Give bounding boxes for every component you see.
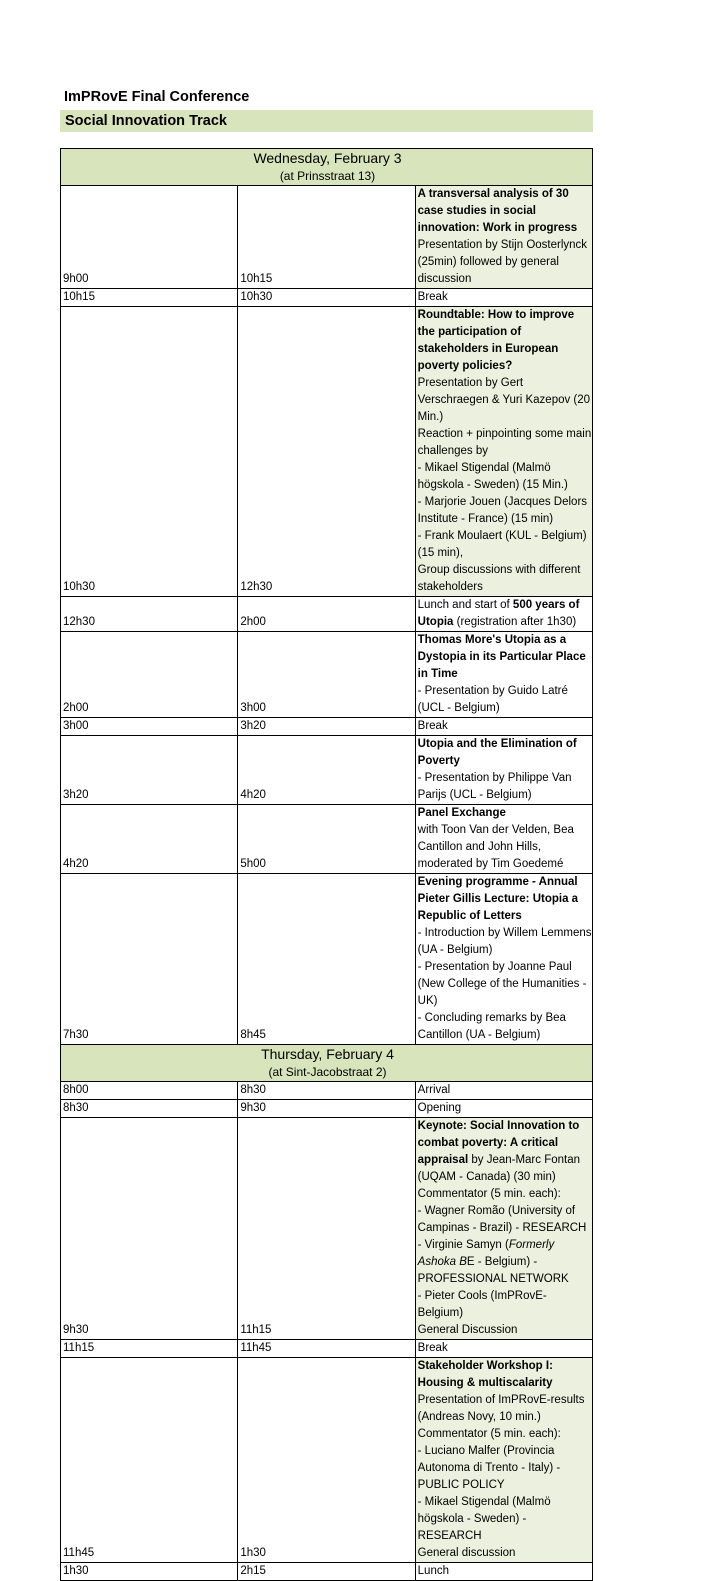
session-line xyxy=(418,1118,592,1186)
session-line xyxy=(418,1186,592,1203)
session-text: Commentator (5 min. each): xyxy=(417,1428,561,1440)
session-end-time: 10h30 xyxy=(238,289,415,307)
session-line xyxy=(418,1288,592,1322)
session-start-time: 7h30 xyxy=(61,874,238,1045)
session-line xyxy=(418,1340,592,1357)
session-text: Evening programme - Annual Pieter Gillis Lecture: Utopia a Republic of Letters xyxy=(417,876,579,922)
session-row xyxy=(61,1082,593,1100)
session-start-time: 11h15 xyxy=(61,1340,238,1358)
session-row xyxy=(61,1118,593,1340)
session-text: by Jean-Marc Fontan (UQAM - Canada) (30 min) xyxy=(417,1154,581,1183)
session-row xyxy=(61,632,593,718)
session-description xyxy=(415,307,592,597)
session-start-time: 3h00 xyxy=(61,718,238,736)
session-description xyxy=(415,632,592,718)
session-text: - Mikael Stigendal (Malmö högskola - Sweden) (15 Min.) xyxy=(417,462,568,491)
session-text: Break xyxy=(417,291,448,303)
session-description xyxy=(415,1340,592,1358)
track-title: Social Innovation Track xyxy=(60,110,593,132)
day-header-cell xyxy=(61,149,593,186)
session-line xyxy=(418,1010,592,1044)
session-text: - Luciano Malfer (Provincia Autonoma di Trento - Italy) - PUBLIC POLICY xyxy=(417,1445,561,1491)
session-end-time: 8h30 xyxy=(238,1082,415,1100)
session-line xyxy=(418,770,592,804)
session-start-time: 4h20 xyxy=(61,805,238,874)
session-text: General Discussion xyxy=(417,1324,518,1336)
session-text: Utopia and the Elimination of Poverty xyxy=(417,738,577,767)
session-row xyxy=(61,1358,593,1563)
session-end-time: 5h00 xyxy=(238,805,415,874)
session-line xyxy=(418,1203,592,1237)
session-line xyxy=(418,494,592,528)
session-description xyxy=(415,186,592,289)
session-description xyxy=(415,1563,592,1581)
session-row xyxy=(61,289,593,307)
session-row xyxy=(61,1100,593,1118)
session-row xyxy=(61,307,593,597)
session-start-time: 8h00 xyxy=(61,1082,238,1100)
session-text: 500 years of Utopia xyxy=(417,599,580,628)
session-description xyxy=(415,874,592,1045)
session-line xyxy=(418,959,592,1010)
session-end-time: 4h20 xyxy=(238,736,415,805)
session-text: - Concluding remarks by Bea Cantillon (UA - Belgium) xyxy=(417,1012,566,1041)
session-text: Group discussions with different stakeholders xyxy=(417,564,581,593)
session-description xyxy=(415,1358,592,1563)
session-text: A transversal analysis of 30 case studies in social innovation: Work in progress xyxy=(417,188,578,234)
session-row xyxy=(61,874,593,1045)
session-line xyxy=(418,426,592,460)
session-line xyxy=(418,736,592,770)
session-text: Panel Exchange xyxy=(417,807,506,819)
session-start-time: 8h30 xyxy=(61,1100,238,1118)
session-start-time: 3h20 xyxy=(61,736,238,805)
session-description xyxy=(415,1100,592,1118)
session-text: - Frank Moulaert (KUL - Belgium) (15 min), xyxy=(417,530,587,559)
session-description xyxy=(415,597,592,632)
session-line xyxy=(418,683,592,717)
session-row xyxy=(61,186,593,289)
session-text: - Virginie Samyn ( xyxy=(417,1239,509,1251)
session-end-time: 1h30 xyxy=(238,1358,415,1563)
day-location: (at Prinsstraat 13) xyxy=(279,169,376,183)
session-end-time: 2h15 xyxy=(238,1563,415,1581)
session-text: General discussion xyxy=(417,1547,516,1559)
day-header-cell xyxy=(61,1045,593,1082)
session-end-time: 12h30 xyxy=(238,307,415,597)
session-line xyxy=(418,186,592,237)
session-row xyxy=(61,1563,593,1581)
session-line xyxy=(418,1082,592,1099)
session-text: Opening xyxy=(417,1102,462,1114)
session-description xyxy=(415,805,592,874)
session-text: Presentation by Gert Verschraegen & Yuri Kazepov (20 Min.) xyxy=(417,377,591,423)
session-start-time: 9h00 xyxy=(61,186,238,289)
session-end-time: 10h15 xyxy=(238,186,415,289)
session-end-time: 11h45 xyxy=(238,1340,415,1358)
session-line xyxy=(418,874,592,925)
session-start-time: 12h30 xyxy=(61,597,238,632)
session-text: Reaction + pinpointing some main challenges by xyxy=(417,428,592,457)
session-line xyxy=(418,307,592,375)
session-text: with Toon Van der Velden, Bea Cantillon and John Hills, moderated by Tim Goedemé xyxy=(417,824,574,870)
session-end-time: 8h45 xyxy=(238,874,415,1045)
day-header xyxy=(61,149,593,186)
session-text: Presentation of ImPRovE-results (Andreas Novy, 10 min.) xyxy=(417,1394,585,1423)
session-text: Commentator (5 min. each): xyxy=(417,1188,561,1200)
session-line xyxy=(418,562,592,596)
session-line xyxy=(418,1545,592,1562)
session-text: - Presentation by Guido Latré (UCL - Belgium) xyxy=(417,685,568,714)
session-line xyxy=(418,1100,592,1117)
session-description xyxy=(415,736,592,805)
day-name: Thursday, February 4 xyxy=(261,1046,394,1062)
session-end-time: 3h20 xyxy=(238,718,415,736)
session-start-time: 10h15 xyxy=(61,289,238,307)
session-description xyxy=(415,1082,592,1100)
session-end-time: 9h30 xyxy=(238,1100,415,1118)
session-description xyxy=(415,718,592,736)
session-text: Stakeholder Workshop I: Housing & multiscalarity xyxy=(417,1360,553,1389)
session-text: Presentation by Stijn Oosterlynck (25min) followed by general discussion xyxy=(417,239,588,285)
session-text: - Marjorie Jouen (Jacques Delors Institute - France) (15 min) xyxy=(417,496,588,525)
session-text: - Presentation by Philippe Van Parijs (UCL - Belgium) xyxy=(417,772,572,801)
day-header xyxy=(61,1045,593,1082)
session-text: Formerly Ashoka B xyxy=(417,1239,555,1268)
session-row xyxy=(61,718,593,736)
schedule-table xyxy=(60,148,593,1581)
session-row xyxy=(61,805,593,874)
session-line xyxy=(418,375,592,426)
session-line xyxy=(418,460,592,494)
session-end-time: 11h15 xyxy=(238,1118,415,1340)
session-description xyxy=(415,289,592,307)
session-start-time: 11h45 xyxy=(61,1358,238,1563)
session-text: - Presentation by Joanne Paul (New College of the Humanities - UK) xyxy=(417,961,587,1007)
session-text: Break xyxy=(417,1342,448,1354)
session-text: Lunch and start of xyxy=(417,599,513,611)
session-row xyxy=(61,597,593,632)
session-row xyxy=(61,1340,593,1358)
session-line xyxy=(418,289,592,306)
session-text: Keynote: Social Innovation to combat poverty: A critical appraisal xyxy=(417,1120,580,1166)
session-end-time: 2h00 xyxy=(238,597,415,632)
session-line xyxy=(418,1358,592,1392)
session-line xyxy=(418,1494,592,1545)
session-line xyxy=(418,805,592,822)
session-line xyxy=(418,1392,592,1426)
session-text: Arrival xyxy=(417,1084,451,1096)
session-text: Lunch xyxy=(417,1565,449,1577)
session-start-time: 1h30 xyxy=(61,1563,238,1581)
session-text: - Introduction by Willem Lemmens (UA - Belgium) xyxy=(417,927,592,956)
day-name: Wednesday, February 3 xyxy=(253,150,402,166)
day-location: (at Sint-Jacobstraat 2) xyxy=(268,1065,387,1079)
session-line xyxy=(418,1426,592,1443)
session-line xyxy=(418,1237,592,1288)
session-text: E - Belgium) - PROFESSIONAL NETWORK xyxy=(417,1256,569,1285)
session-line xyxy=(418,237,592,288)
session-row xyxy=(61,736,593,805)
session-start-time: 2h00 xyxy=(61,632,238,718)
session-line xyxy=(418,597,592,631)
session-line xyxy=(418,718,592,735)
session-text: - Pieter Cools (ImPRovE- Belgium) xyxy=(417,1290,547,1319)
session-end-time: 3h00 xyxy=(238,632,415,718)
session-text: Roundtable: How to improve the participation of stakeholders in European poverty policies? xyxy=(417,309,575,372)
session-line xyxy=(418,822,592,873)
session-line xyxy=(418,925,592,959)
document-title: ImPRovE Final Conference xyxy=(64,89,250,105)
session-line xyxy=(418,1443,592,1494)
session-line xyxy=(418,632,592,683)
session-start-time: 9h30 xyxy=(61,1118,238,1340)
session-text: Thomas More's Utopia as a Dystopia in its Particular Place in Time xyxy=(417,634,586,680)
session-text: - Wagner Romão (University of Campinas - Brazil) - RESEARCH xyxy=(417,1205,587,1234)
session-description xyxy=(415,1118,592,1340)
session-line xyxy=(418,1563,592,1580)
session-start-time: 10h30 xyxy=(61,307,238,597)
session-text: - Mikael Stigendal (Malmö högskola - Sweden) - RESEARCH xyxy=(417,1496,551,1542)
session-text: (registration after 1h30) xyxy=(453,616,577,628)
session-line xyxy=(418,528,592,562)
session-text: Break xyxy=(417,720,448,732)
session-line xyxy=(418,1322,592,1339)
